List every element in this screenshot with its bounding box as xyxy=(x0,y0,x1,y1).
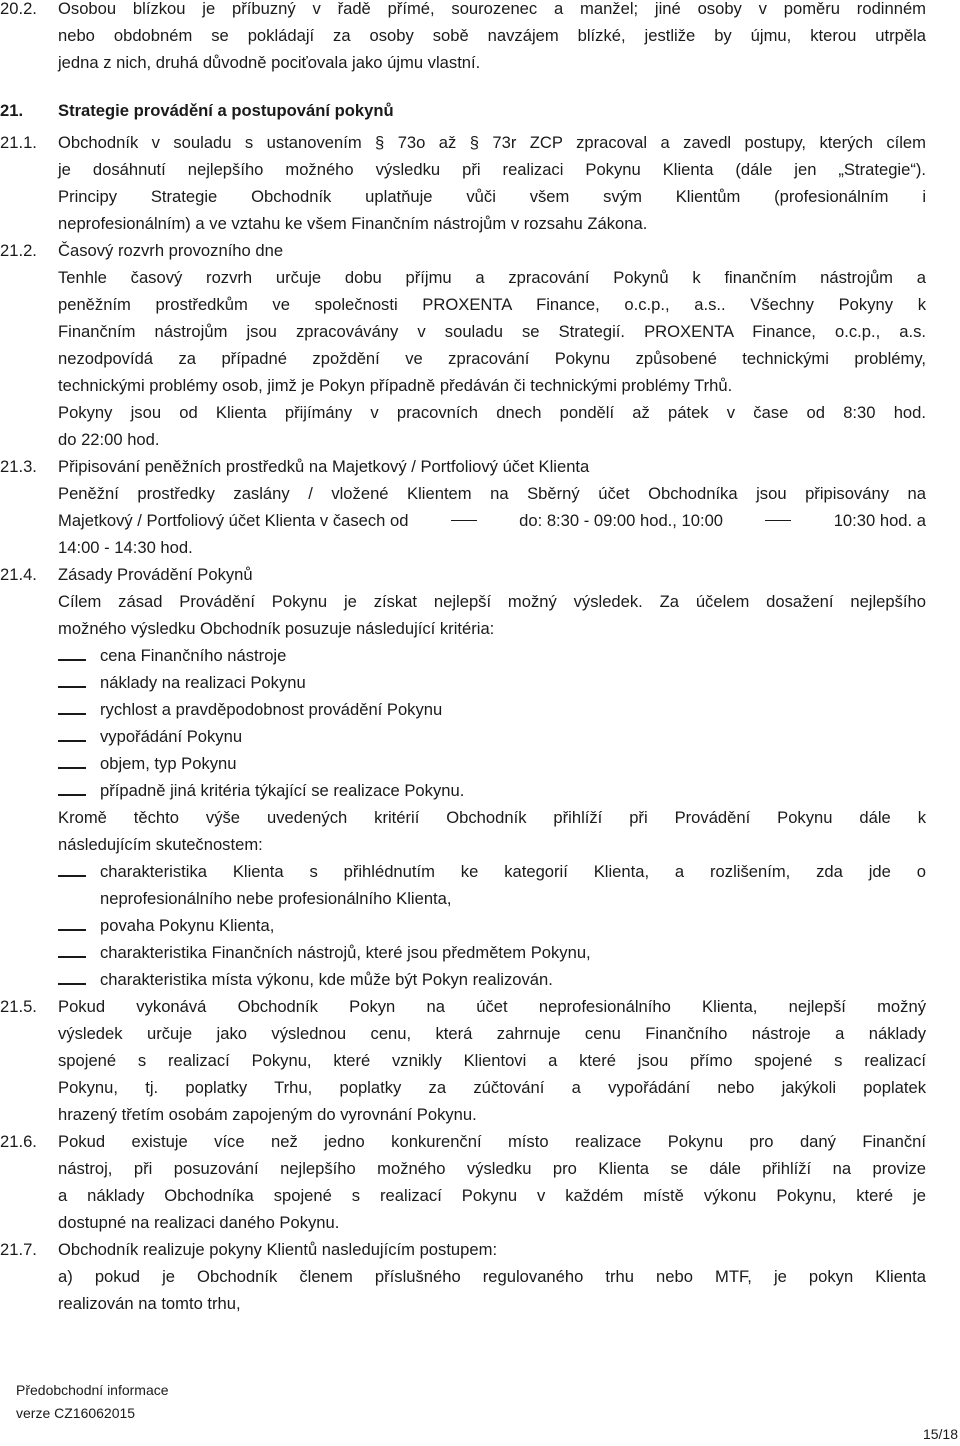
text-fragment: Majetkový / Portfoliový účet Klienta v časech od xyxy=(58,511,409,530)
list-item-text: povaha Pokynu Klienta, xyxy=(100,916,275,935)
paragraph-text: realizován na tomto trhu, xyxy=(58,1294,241,1313)
section-21-6-line-2 xyxy=(0,1155,926,1182)
section-21-4-line-2 xyxy=(0,588,926,615)
section-number: 21.3. xyxy=(0,457,37,476)
section-21-5-line-4 xyxy=(0,1074,926,1101)
footer-title: Předobchodní informace xyxy=(16,1382,169,1398)
paragraph-text: peněžním prostředkům ve společnosti PROXENTA Finance, o.c.p., a.s.. Všechny Pokyny k xyxy=(58,295,926,314)
section-21-2-line-4 xyxy=(0,318,926,345)
paragraph-text: Finančním nástrojům jsou zpracovávány v souladu se Strategií. PROXENTA Finance, o.c.p., a.s. xyxy=(58,322,926,341)
list-item-text: neprofesionálního nebe profesionálního Klienta, xyxy=(100,889,452,908)
list-item-text: cena Finančního nástroje xyxy=(100,646,287,665)
paragraph-text: Peněžní prostředky zaslány / vložené Klientem na Sběrný účet Obchodníka jsou připisovány na xyxy=(58,484,926,503)
paragraph-text: Obchodník realizuje pokyny Klientů nasledujícím postupem: xyxy=(58,1240,498,1259)
section-21-7-line-2 xyxy=(0,1263,926,1290)
section-number: 21.2. xyxy=(0,241,37,260)
dash-bullet xyxy=(58,875,86,877)
dash-bullet xyxy=(58,794,86,796)
paragraph-text: a náklady Obchodníka spojené s realizací Pokynu v každém místě výkonu Pokynu, které je xyxy=(58,1186,926,1205)
paragraph-text: Principy Strategie Obchodník uplatňuje vůči všem svým Klientům (profesionálním i xyxy=(58,187,926,206)
dash-bullet xyxy=(58,929,86,931)
section-21-2-line-3 xyxy=(0,291,926,318)
section-number: 21.4. xyxy=(0,565,37,584)
section-21-1-line-3 xyxy=(0,183,926,210)
list-item-text: rychlost a pravděpodobnost provádění Pokynu xyxy=(100,700,443,719)
text-fragment: 10:30 hod. a xyxy=(833,511,926,530)
paragraph-text: dostupné na realizaci daného Pokynu. xyxy=(58,1213,340,1232)
dash-bullet xyxy=(58,767,86,769)
paragraph-text: nezodpovídá za případné zpoždění ve zpracování Pokynu způsobené technickými problémy, xyxy=(58,349,926,368)
dash-mark xyxy=(765,520,791,522)
paragraph-text: Pokynu, tj. poplatky Trhu, poplatky za zúčtování a vypořádání nebo jakýkoli poplatek xyxy=(58,1078,926,1097)
list-item-text: charakteristika Finančních nástrojů, které jsou předmětem Pokynu, xyxy=(100,943,591,962)
paragraph-text: jedna z nich, druhá důvodně pociťovala jako újmu vlastní. xyxy=(58,53,481,72)
paragraph-text: Obchodník v souladu s ustanovením § 73o až § 73r ZCP zpracoval a zavedl postupy, kterých cílem xyxy=(58,133,926,152)
dash-bullet xyxy=(58,686,86,688)
section-21-1-line-1 xyxy=(0,129,926,156)
subsection-title: Zásady Provádění Pokynů xyxy=(58,565,253,584)
section-number: 21.6. xyxy=(0,1132,37,1151)
section-21-4-kromě-line-1 xyxy=(0,804,926,831)
section-number: 21.1. xyxy=(0,133,37,152)
list-item xyxy=(0,858,926,885)
section-21-5-line-1 xyxy=(0,993,926,1020)
section-21-6-line-3 xyxy=(0,1182,926,1209)
section-21-2-line-5 xyxy=(0,345,926,372)
list-item-text: objem, typ Pokynu xyxy=(100,754,237,773)
section-21-1-line-2 xyxy=(0,156,926,183)
section-number: 21.5. xyxy=(0,997,37,1016)
subsection-title: Časový rozvrh provozního dne xyxy=(58,241,284,260)
section-number: 21.7. xyxy=(0,1240,37,1259)
paragraph-text: Osobou blízkou je příbuzný v řadě přímé, sourozenec a manžel; jiné osoby v poměru rodinném xyxy=(58,0,926,18)
paragraph-text: Pokyny jsou od Klienta přijímány v pracovních dnech pondělí až pátek v čase od 8:30 hod. xyxy=(58,403,926,422)
dash-mark xyxy=(451,520,477,522)
section-21-3-line-2 xyxy=(0,480,926,507)
paragraph-text: nebo obdobném se pokládají za osoby sobě navzájem blízké, jestliže by újmu, kterou utrpěla xyxy=(58,26,926,45)
dash-bullet xyxy=(58,983,86,985)
section-21-6-line-1 xyxy=(0,1128,926,1155)
dash-bullet xyxy=(58,956,86,958)
paragraph-text: do 22:00 hod. xyxy=(58,430,160,449)
list-item-text: charakteristika Klienta s přihlédnutím ke kategorií Klienta, a rozlišením, zda jde o xyxy=(100,862,926,881)
paragraph-text xyxy=(58,507,926,534)
section-21-2-line-2 xyxy=(0,264,926,291)
paragraph-text: možného výsledku Obchodník posuzuje následující kritéria: xyxy=(58,619,495,638)
list-item-text: případně jiná kritéria týkající se realizace Pokynu. xyxy=(100,781,465,800)
paragraph-text: Cílem zásad Provádění Pokynu je získat nejlepší možný výsledek. Za účelem dosažení nejlepšího xyxy=(58,592,926,611)
paragraph-text: Pokud vykonává Obchodník Pokyn na účet neprofesionálního Klienta, nejlepší možný xyxy=(58,997,926,1016)
paragraph-text: je dosáhnutí nejlepšího možného výsledku při realizaci Pokynu Klienta (dále jen „Strategie“). xyxy=(58,160,926,179)
section-21-5-line-3 xyxy=(0,1047,926,1074)
paragraph-text: Tenhle časový rozvrh určuje dobu příjmu a zpracování Pokynů k finančním nástrojům a xyxy=(58,268,926,287)
paragraph-text: nástroj, při posuzování nejlepšího možného výsledku pro Klienta se dále přihlíží na provize xyxy=(58,1159,926,1178)
dash-bullet xyxy=(58,740,86,742)
paragraph-text: technickými problémy osob, jimž je Pokyn případně předáván či technickými problémy Trhů. xyxy=(58,376,733,395)
section-title: Strategie provádění a postupování pokynů xyxy=(58,101,394,120)
paragraph-text: 14:00 - 14:30 hod. xyxy=(58,538,193,557)
paragraph-text: Kromě těchto výše uvedených kritérií Obchodník přihlíží při Provádění Pokynu dále k xyxy=(58,808,926,827)
section-number: 20.2. xyxy=(0,0,37,18)
paragraph-text: Pokud existuje více než jedno konkurenční místo realizace Pokynu pro daný Finanční xyxy=(58,1132,926,1151)
paragraph-text: neprofesionálním) a ve vztahu ke všem Finančním nástrojům v rozsahu Zákona. xyxy=(58,214,648,233)
footer-version: verze CZ16062015 xyxy=(16,1405,136,1421)
paragraph-text: hrazený třetím osobám zapojeným do vyrovnání Pokynu. xyxy=(58,1105,477,1124)
section-20-2-line-1 xyxy=(0,0,926,22)
section-20-2-line-2 xyxy=(0,22,926,49)
section-21-5-line-2 xyxy=(0,1020,926,1047)
paragraph-text: a) pokud je Obchodník členem příslušného regulovaného trhu nebo MTF, je pokyn Klienta xyxy=(58,1267,926,1286)
section-21-2-line-7 xyxy=(0,399,926,426)
dash-bullet xyxy=(58,713,86,715)
paragraph-text: výsledek určuje jako výslednou cenu, která zahrnuje cenu Finančního nástroje a náklady xyxy=(58,1024,926,1043)
text-fragment: do: 8:30 - 09:00 hod., 10:00 xyxy=(519,511,724,530)
list-item-text: vypořádání Pokynu xyxy=(100,727,243,746)
paragraph-text: následujícím skutečnostem: xyxy=(58,835,263,854)
paragraph-text: spojené s realizací Pokynu, které vznikly Klientovi a které jsou přímo spojené s realizací xyxy=(58,1051,926,1070)
section-number: 21. xyxy=(0,101,24,120)
page-number: 15/18 xyxy=(922,1426,958,1442)
list-item-text: charakteristika místa výkonu, kde může být Pokyn realizován. xyxy=(100,970,553,989)
dash-bullet xyxy=(58,659,86,661)
list-item-text: náklady na realizaci Pokynu xyxy=(100,673,306,692)
subsection-title: Připisování peněžních prostředků na Majetkový / Portfoliový účet Klienta xyxy=(58,457,590,476)
